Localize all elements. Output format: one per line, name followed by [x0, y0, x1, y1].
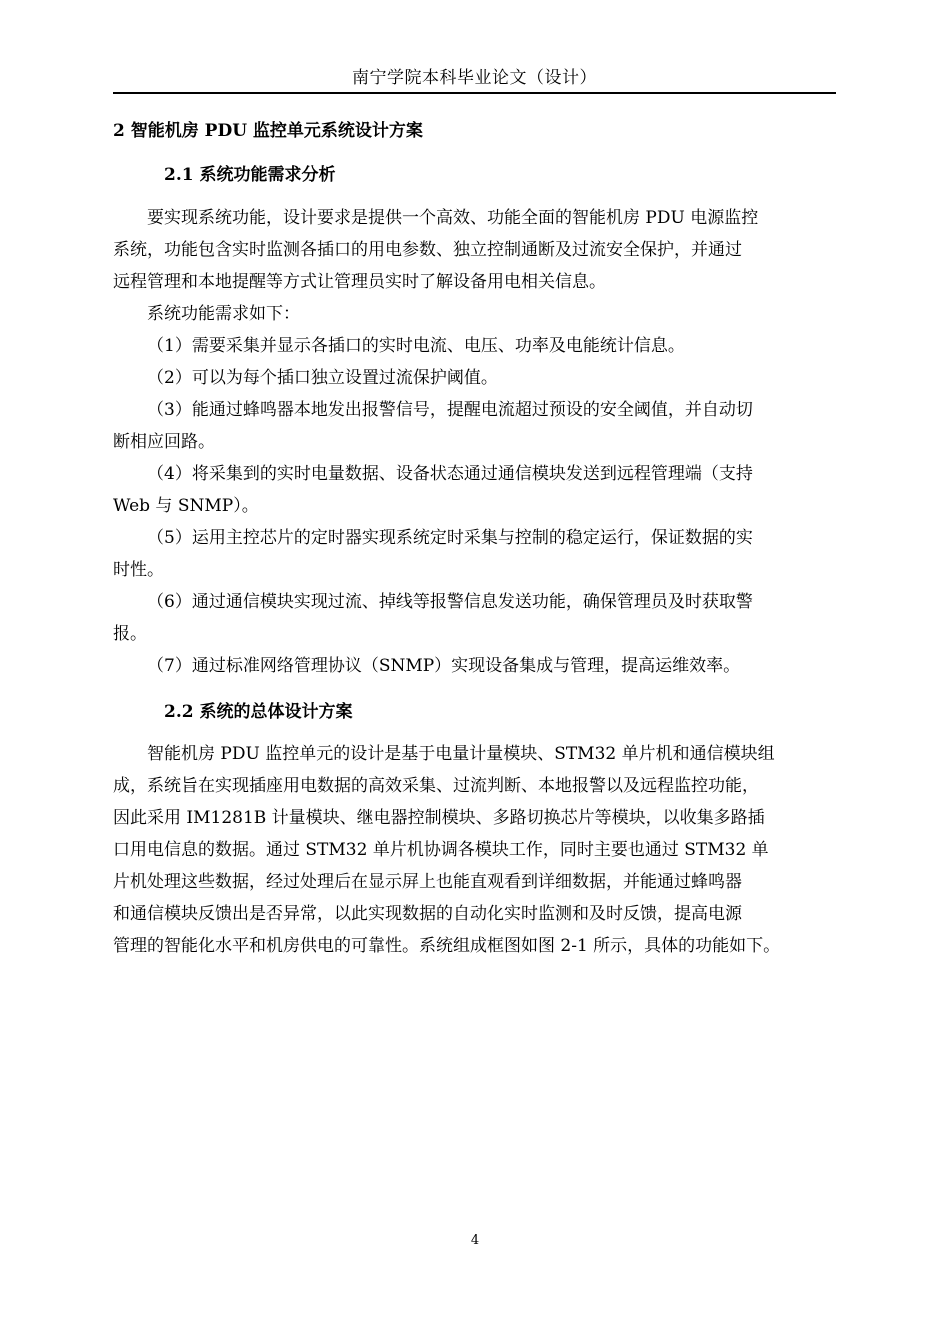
- intro-line: 远程管理和本地提醒等方式让管理员实时了解设备用电相关信息。: [113, 272, 606, 292]
- page-header: 南宁学院本科毕业论文（设计）: [352, 68, 597, 88]
- requirements-lead: 系统功能需求如下：: [147, 304, 300, 324]
- requirement-item: （7）通过标准网络管理协议（SNMP）实现设备集成与管理，提高运维效率。: [147, 656, 741, 676]
- page-number: 4: [470, 1233, 480, 1248]
- requirement-item: （4）将采集到的实时电量数据、设备状态通过通信模块发送到远程管理端（支持: [147, 464, 753, 484]
- requirement-item: （6）通过通信模块实现过流、掉线等报警信息发送功能，确保管理员及时获取警: [147, 592, 753, 612]
- chapter-title: 2 智能机房 PDU 监控单元系统设计方案: [113, 121, 423, 141]
- body-line: 成，系统旨在实现插座用电数据的高效采集、过流判断、本地报警以及远程监控功能，: [113, 776, 759, 796]
- section-2-1-intro: [113, 202, 836, 682]
- requirement-item-cont: 报。: [113, 624, 147, 644]
- requirement-item: （2）可以为每个插口独立设置过流保护阈值。: [147, 368, 498, 388]
- intro-line: 系统，功能包含实时监测各插口的用电参数、独立控制通断及过流安全保护，并通过: [113, 240, 742, 260]
- requirement-item-cont: Web 与 SNMP）。: [113, 496, 259, 516]
- body-line: 智能机房 PDU 监控单元的设计是基于电量计量模块、STM32 单片机和通信模块组: [147, 744, 775, 764]
- intro-line: 要实现系统功能，设计要求是提供一个高效、功能全面的智能机房 PDU 电源监控: [147, 208, 759, 228]
- body-line: 因此采用 IM1281B 计量模块、继电器控制模块、多路切换芯片等模块，以收集多路插: [113, 808, 765, 828]
- section-2-2-title: 2.2 系统的总体设计方案: [164, 702, 353, 722]
- requirement-item-cont: 断相应回路。: [113, 432, 215, 452]
- header-rule: [113, 92, 836, 94]
- body-line: 和通信模块反馈出是否异常，以此实现数据的自动化实时监测和及时反馈，提高电源: [113, 904, 742, 924]
- requirement-item: （3）能通过蜂鸣器本地发出报警信号，提醒电流超过预设的安全阈值，并自动切: [147, 400, 753, 420]
- body-line: 管理的智能化水平和机房供电的可靠性。系统组成框图如图 2-1 所示，具体的功能如下。: [113, 936, 781, 956]
- body-line: 片机处理这些数据，经过处理后在显示屏上也能直观看到详细数据，并能通过蜂鸣器: [113, 872, 742, 892]
- section-2-2-body: [113, 738, 836, 962]
- requirement-item: （5）运用主控芯片的定时器实现系统定时采集与控制的稳定运行，保证数据的实: [147, 528, 753, 548]
- requirement-item: （1）需要采集并显示各插口的实时电流、电压、功率及电能统计信息。: [147, 336, 685, 356]
- body-line: 口用电信息的数据。通过 STM32 单片机协调各模块工作，同时主要也通过 STM32 单: [113, 840, 769, 860]
- requirement-item-cont: 时性。: [113, 560, 164, 580]
- section-2-1-title: 2.1 系统功能需求分析: [164, 165, 336, 185]
